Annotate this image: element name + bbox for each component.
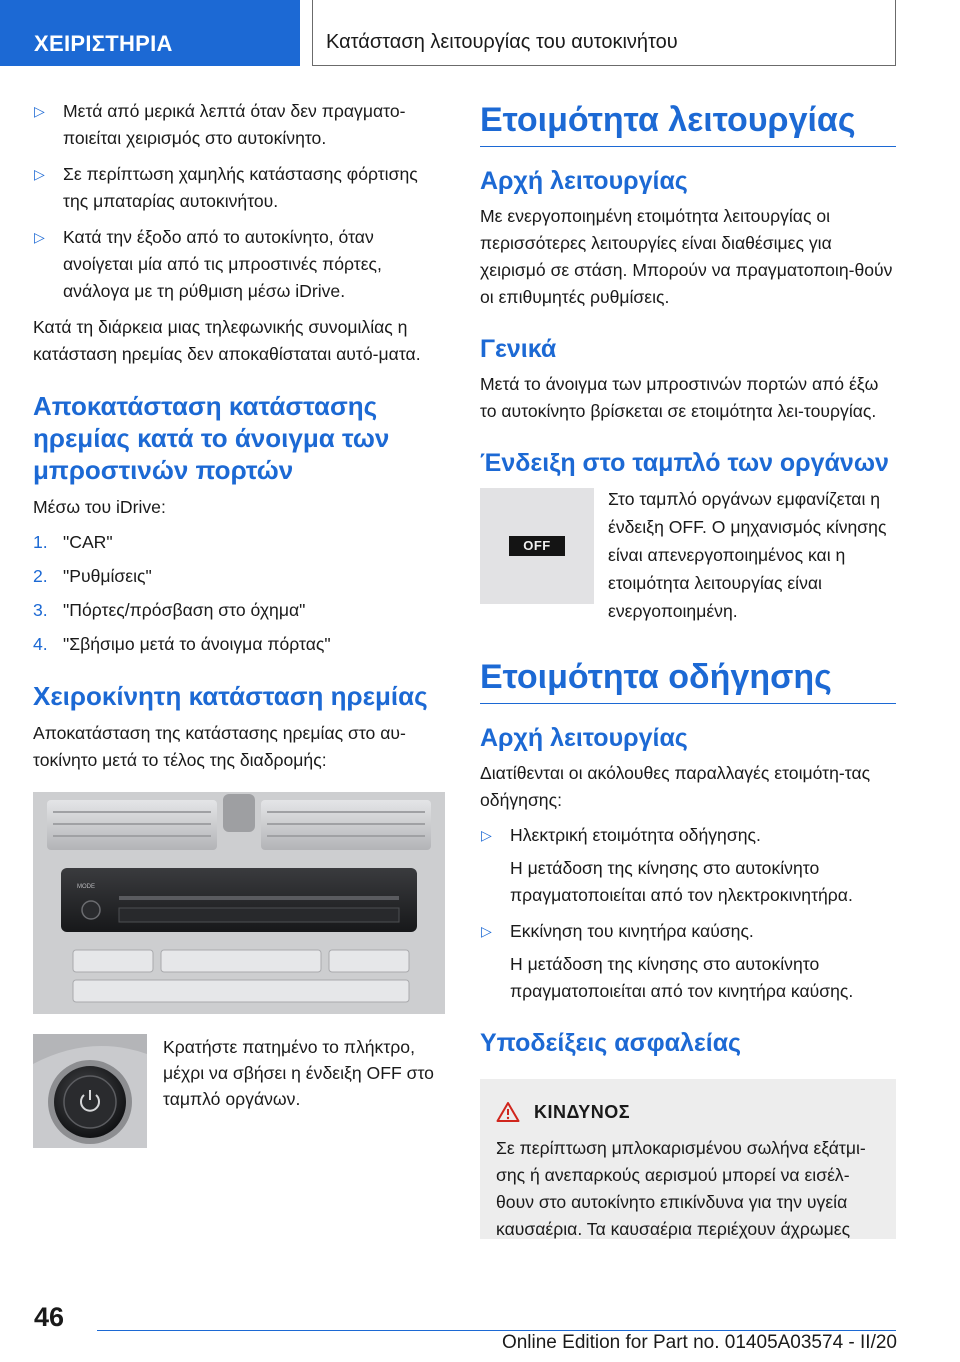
triangle-bullet-icon: ▷ <box>34 166 45 182</box>
restore-heading: Αποκατάσταση κατάστασης ηρεμίας κατά το άνοιγμα των μπροστινών πορτών <box>33 391 390 485</box>
danger-box <box>480 1079 896 1239</box>
power-button-image <box>33 1034 147 1148</box>
off-display-text: Στο ταμπλό οργάνων εμφανίζεται η ένδειξη OFF. Ο μηχανισμός κίνησης είναι απενεργοποιημένος και η ετοιμότητα λειτουργίας είναι ενεργοποιημένη. <box>608 489 887 621</box>
section-title: Κατάσταση λειτουργίας του αυτοκινήτου <box>326 31 678 53</box>
list-item: ▷ Ηλεκτρική ετοιμότητα οδήγησης. Η μετάδοση της κίνησης στο αυτοκίνητο πραγματοποιείται από τον ηλεκτροκινητήρα. <box>480 822 896 909</box>
power-knob-section <box>33 1034 445 1148</box>
power-knob-illustration <box>33 1034 147 1148</box>
page-header <box>0 0 960 66</box>
list-item: ▷ Εκκίνηση του κινητήρα καύσης. Η μετάδοση της κίνησης στο αυτοκίνητο πραγματοποιείται από τον κινητήρα καύσης. <box>480 918 896 1005</box>
page-number: 46 <box>34 1302 65 1332</box>
step-item: 2. "Ρυθμίσεις" <box>33 566 152 586</box>
step-item: 4. "Σβήσιμο μετά το άνοιγμα πόρτας" <box>33 634 331 654</box>
manual-rest-heading: Χειροκίνητη κατάσταση ηρεμίας <box>33 681 428 711</box>
principle-heading: Αρχή λειτουργίας <box>480 167 688 195</box>
drive-variant-list <box>480 822 896 1005</box>
off-display-image <box>480 488 594 604</box>
console-illustration <box>33 792 445 1014</box>
general-text: Μετά το άνοιγμα των μπροστινών πορτών από έξω το αυτοκίνητο βρίσκεται σε ετοιμότητα λει‐τουργίας. <box>480 374 879 421</box>
rest-trigger-list <box>33 98 445 305</box>
left-column <box>33 98 445 1148</box>
footer-divider <box>97 1330 896 1331</box>
drive-ready-heading: Ετοιμότητα οδήγησης <box>480 655 896 704</box>
off-display-section <box>480 485 896 625</box>
danger-text: Σε περίπτωση μπλοκαρισμένου σωλήνα εξάτμι‐σης ή ανεπαρκούς αερισμού μπορεί να εισέλ‐θουν στο αυτοκίνητο επικίνδυνα για την υγεία καυσαέρια. Τα καυσαέρια περιέχουν άχρωμες <box>496 1138 866 1239</box>
ready-heading: Ετοιμότητα λειτουργίας <box>480 98 896 147</box>
danger-label: ΚΙΝΔΥΝΟΣ <box>534 1101 631 1122</box>
list-item: ▷ Σε περίπτωση χαμηλής κατάστασης φόρτισης της μπαταρίας αυτοκινήτου. <box>33 161 445 215</box>
step-item: 1. "CAR" <box>33 532 113 552</box>
mode-label: MODE <box>77 884 95 890</box>
danger-header <box>496 1101 880 1123</box>
center-console-image <box>33 792 445 1014</box>
step-item: 3. "Πόρτες/πρόσβαση στο όχημα" <box>33 600 306 620</box>
list-item: ▷ Κατά την έξοδο από το αυτοκίνητο, όταν ανοίγεται μία από τις μπροστινές πόρτες, ανάλογα με τη ρύθμιση μέσω iDrive. <box>33 224 445 305</box>
call-note: Κατά τη διάρκεια μιας τηλεφωνικής συνομιλίας η κατάσταση ηρεμίας δεν αποκαθίσταται αυτό‐ματα. <box>33 317 421 364</box>
right-column <box>480 98 896 1239</box>
triangle-bullet-icon: ▷ <box>481 827 492 843</box>
general-heading: Γενικά <box>480 335 557 363</box>
via-idrive-text: Μέσω του iDrive: <box>33 497 166 517</box>
drive-variants-text: Διατίθενται οι ακόλουθες παραλλαγές ετοιμότη‐τας οδήγησης: <box>480 763 871 810</box>
principle-text: Με ενεργοποιημένη ετοιμότητα λειτουργίας οι περισσότερες λειτουργίες είναι διαθέσιμες για χειρισμό σε στάση. Μπορούν να πραγματοποιη‐θούν οι επιθυμητές ρυθμίσεις. <box>480 206 893 307</box>
warning-triangle-icon <box>496 1101 520 1123</box>
display-heading: Ένδειξη στο ταμπλό των οργάνων <box>480 449 889 477</box>
triangle-bullet-icon: ▷ <box>34 229 45 245</box>
off-indicator: OFF <box>509 536 565 556</box>
drive-principle-heading: Αρχή λειτουργίας <box>480 724 688 752</box>
power-button-instruction: Κρατήστε πατημένο το πλήκτρο, μέχρι να σβήσει η ένδειξη OFF στο ταμπλό οργάνων. <box>163 1037 434 1109</box>
manual-rest-text: Αποκατάσταση της κατάστασης ηρεμίας στο αυ‐τοκίνητο μετά το τέλος της διαδρομής: <box>33 723 406 770</box>
edition-text: Online Edition for Part no. 01405A03574 - II/20 <box>501 1332 897 1353</box>
triangle-bullet-icon: ▷ <box>34 103 45 119</box>
list-item: ▷ Μετά από μερικά λεπτά όταν δεν πραγματο‐ποιείται χειρισμός στο αυτοκίνητο. <box>33 98 445 152</box>
safety-heading: Υποδείξεις ασφαλείας <box>480 1029 742 1057</box>
idrive-steps <box>33 529 445 658</box>
chapter-tab: ΧΕΙΡΙΣΤΗΡΙΑ <box>0 0 300 66</box>
triangle-bullet-icon: ▷ <box>481 923 492 939</box>
